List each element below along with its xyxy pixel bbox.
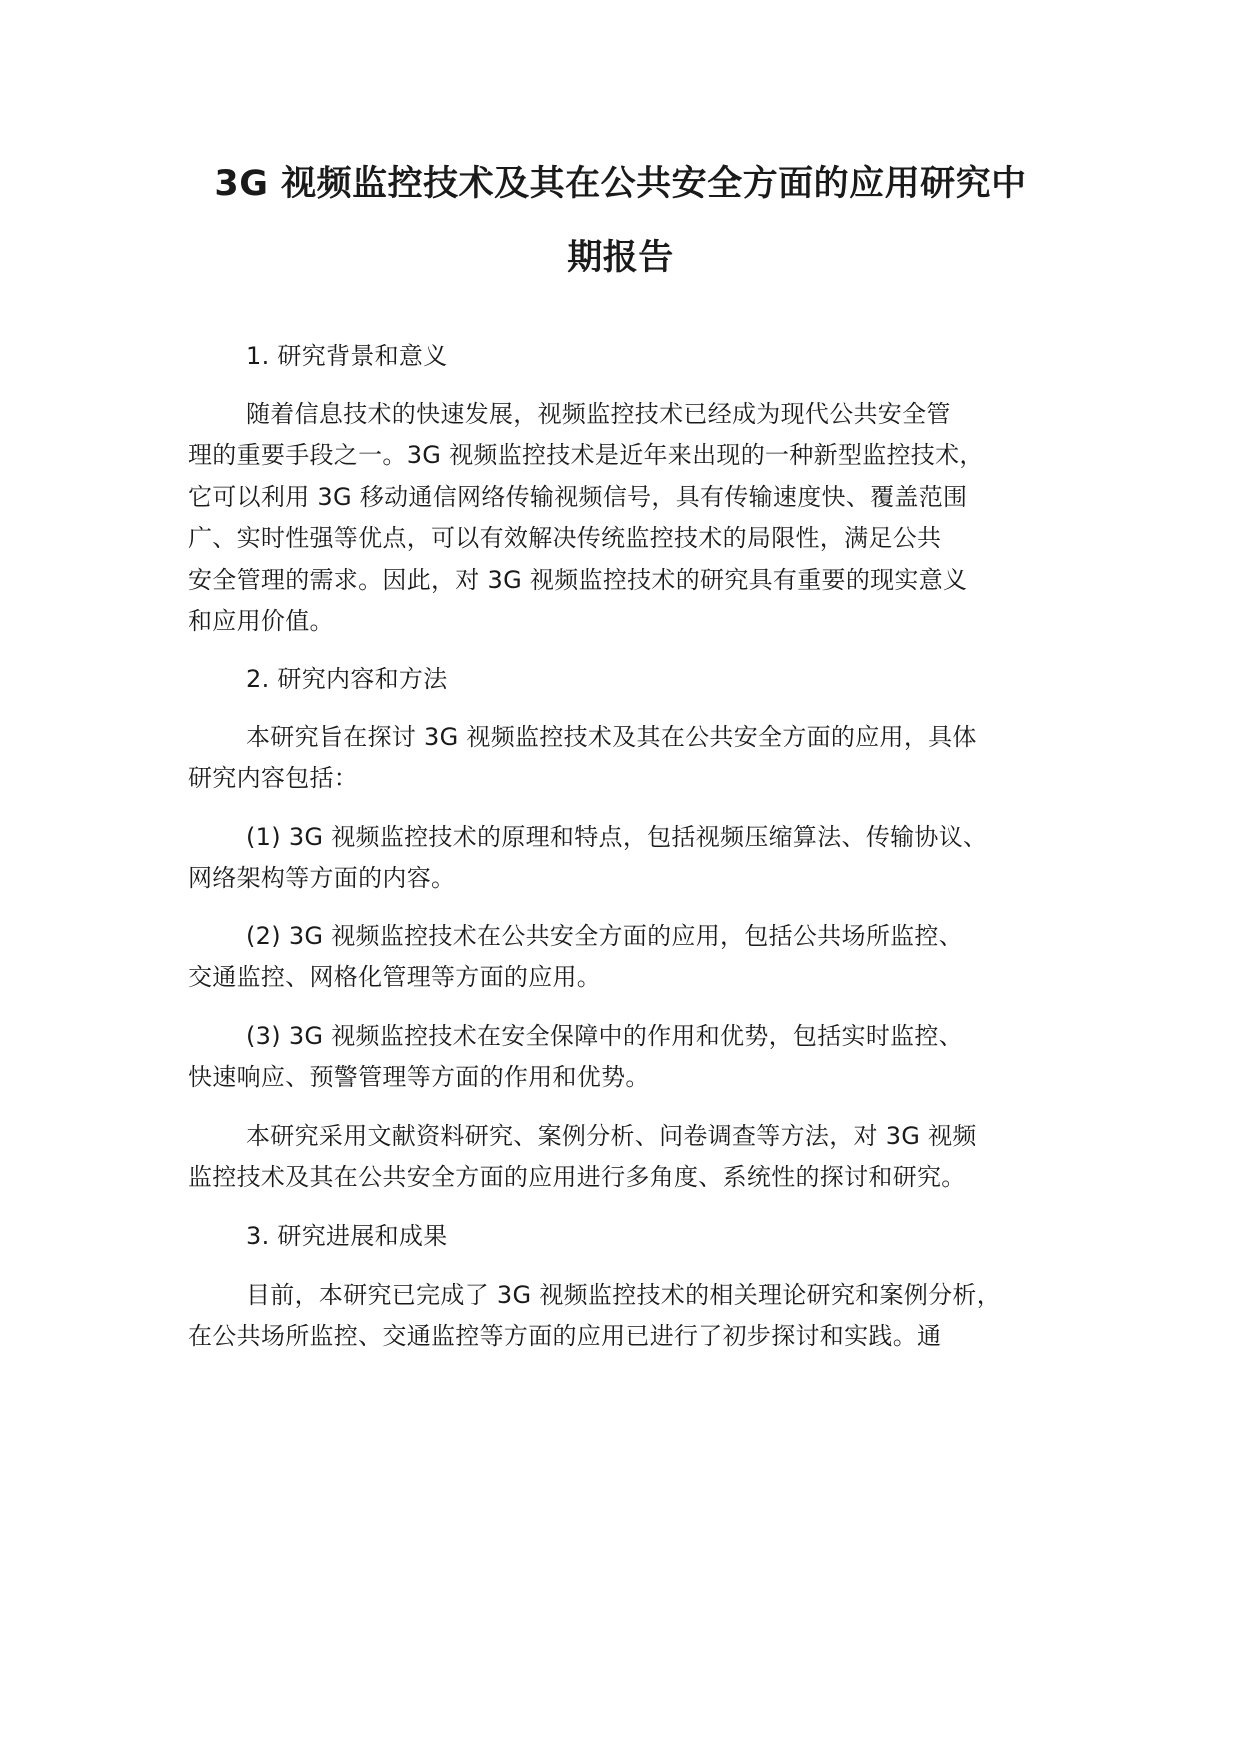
paragraph-line: 本研究采用文献资料研究、案例分析、问卷调查等方法，对 3G 视频 [246, 1122, 977, 1150]
paragraph-line: 和应用价值。 [188, 607, 334, 635]
paragraph-line: 随着信息技术的快速发展，视频监控技术已经成为现代公共安全管 [246, 400, 951, 428]
list-item-3-line: 快速响应、预警管理等方面的作用和优势。 [188, 1063, 650, 1091]
paragraph-line: 目前，本研究已完成了 3G 视频监控技术的相关理论研究和案例分析， [246, 1281, 1002, 1309]
list-item-3-line: (3) 3G 视频监控技术在安全保障中的作用和优势，包括实时监控、 [246, 1022, 964, 1050]
paragraph-line: 理的重要手段之一。3G 视频监控技术是近年来出现的一种新型监控技术， [188, 441, 984, 469]
title-line-2: 期报告 [567, 238, 674, 278]
section-1-heading: 1. 研究背景和意义 [246, 342, 448, 370]
paragraph-line: 安全管理的需求。因此，对 3G 视频监控技术的研究具有重要的现实意义 [188, 566, 968, 594]
paragraph-line: 本研究旨在探讨 3G 视频监控技术及其在公共安全方面的应用，具体 [246, 723, 977, 751]
section-3-heading: 3. 研究进展和成果 [246, 1222, 448, 1250]
list-item-2-line: (2) 3G 视频监控技术在公共安全方面的应用，包括公共场所监控、 [246, 922, 964, 950]
paragraph-line: 在公共场所监控、交通监控等方面的应用已进行了初步探讨和实践。通 [188, 1322, 942, 1350]
paragraph-line: 广、实时性强等优点，可以有效解决传统监控技术的局限性，满足公共 [188, 524, 942, 552]
paragraph-line: 监控技术及其在公共安全方面的应用进行多角度、系统性的探讨和研究。 [188, 1163, 966, 1191]
title-line-1: 3G 视频监控技术及其在公共安全方面的应用研究中 [214, 164, 1027, 204]
list-item-2-line: 交通监控、网格化管理等方面的应用。 [188, 963, 602, 991]
paragraph-line: 它可以利用 3G 移动通信网络传输视频信号，具有传输速度快、覆盖范围 [188, 483, 968, 511]
section-2-heading: 2. 研究内容和方法 [246, 665, 448, 693]
list-item-1-line: (1) 3G 视频监控技术的原理和特点，包括视频压缩算法、传输协议、 [246, 823, 988, 851]
list-item-1-line: 网络架构等方面的内容。 [188, 864, 456, 892]
paragraph-line: 研究内容包括： [188, 764, 359, 792]
